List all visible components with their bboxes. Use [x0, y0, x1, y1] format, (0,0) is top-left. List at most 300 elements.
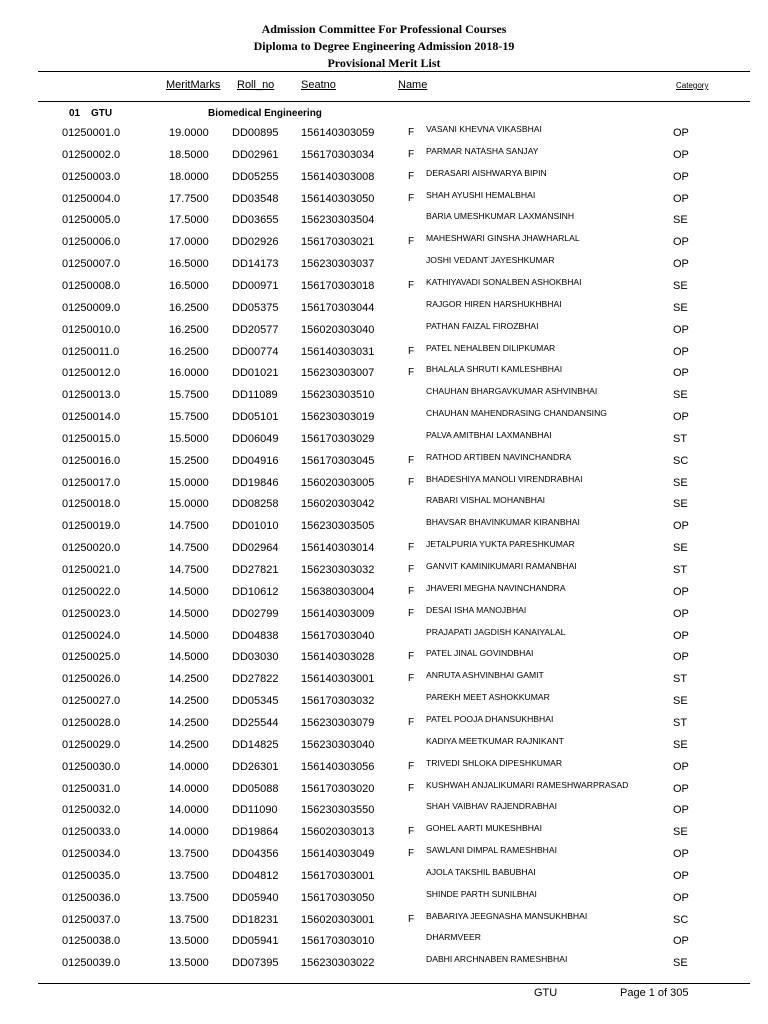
roll-no-cell: DD05941	[232, 935, 279, 948]
merit-marks-cell: 13.7500	[169, 848, 209, 861]
seatno-cell: 156170303044	[301, 301, 375, 314]
rank-cell: 01250007.0	[62, 258, 121, 271]
category-cell: OP	[673, 891, 689, 904]
category-cell: OP	[673, 629, 689, 642]
seatno-cell: 156140303028	[301, 651, 375, 664]
table-row	[0, 386, 768, 411]
rank-cell: 01250014.0	[62, 411, 121, 424]
rank-cell: 01250039.0	[62, 957, 121, 970]
table-row	[0, 451, 768, 477]
roll-no-cell: DD19846	[232, 476, 279, 489]
category-cell: OP	[673, 170, 689, 183]
table-row	[0, 735, 768, 761]
name-cell: RATHOD ARTIBEN NAVINCHANDRA	[426, 451, 572, 462]
seatno-cell: 156140303056	[301, 760, 375, 773]
merit-marks-cell: 19.0000	[169, 127, 209, 139]
seatno-cell: 156140303031	[301, 345, 375, 358]
merit-marks-cell: 14.2500	[169, 738, 209, 751]
merit-marks-cell: 13.5000	[169, 935, 209, 948]
gender-cell: F	[408, 651, 415, 663]
merit-marks-cell: 16.5000	[169, 258, 209, 271]
roll-no-cell: DD02926	[232, 236, 279, 249]
gender-cell: F	[408, 192, 415, 204]
seatno-cell: 156230303504	[301, 214, 375, 227]
header-line-1: Admission Committee For Professional Courses	[261, 22, 507, 36]
roll-no-cell: DD19864	[232, 826, 279, 839]
roll-no-cell: DD04916	[232, 454, 279, 467]
name-cell: SHAH VAIBHAV RAJENDRABHAI	[426, 801, 558, 812]
seatno-cell: 156020303005	[301, 476, 375, 489]
table-row	[0, 648, 768, 673]
merit-marks-cell: 16.0000	[169, 367, 209, 380]
merit-marks-cell: 16.2500	[169, 323, 209, 336]
category-cell: OP	[673, 345, 689, 358]
table-row	[0, 408, 768, 433]
name-cell: AJOLA TAKSHIL BABUBHAI	[426, 866, 536, 877]
rank-cell: 01250035.0	[62, 869, 121, 882]
name-cell: PRAJAPATI JAGDISH KANAIYALAL	[426, 626, 566, 637]
merit-marks-cell: 14.2500	[169, 716, 209, 729]
category-cell: SC	[673, 913, 689, 926]
merit-marks-cell: 13.7500	[169, 891, 209, 904]
merit-marks-cell: 14.0000	[169, 782, 209, 795]
seatno-cell: 156170303029	[301, 432, 375, 445]
gender-cell: F	[408, 826, 415, 838]
table-row	[0, 713, 768, 739]
table-row	[0, 801, 768, 826]
seatno-cell: 156170303040	[301, 629, 375, 642]
rank-cell: 01250036.0	[62, 891, 121, 904]
merit-marks-cell: 14.5000	[169, 585, 209, 598]
table-row	[0, 255, 768, 280]
gender-cell: F	[408, 673, 415, 685]
table-row	[0, 779, 768, 805]
name-cell: PATEL JINAL GOVINDBHAI	[426, 648, 534, 659]
category-cell: OP	[673, 520, 689, 533]
seatno-cell: 156230303505	[301, 520, 375, 533]
seatno-cell: 156020303001	[301, 913, 375, 926]
merit-marks-cell: 16.2500	[169, 301, 209, 314]
rank-cell: 01250002.0	[62, 148, 121, 161]
rank-cell: 01250017.0	[62, 476, 121, 489]
seatno-cell: 156140303001	[301, 673, 375, 686]
table-row	[0, 626, 768, 652]
table-row	[0, 233, 768, 258]
merit-marks-cell: 14.7500	[169, 564, 209, 576]
rank-cell: 01250027.0	[62, 695, 121, 708]
table-row	[0, 211, 768, 236]
name-cell: DESAI ISHA MANOJBHAI	[426, 604, 527, 615]
table-row	[0, 429, 768, 455]
gender-cell: F	[408, 127, 415, 138]
name-cell: PALVA AMITBHAI LAXMANBHAI	[426, 429, 552, 440]
merit-marks-cell: 13.7500	[169, 913, 209, 926]
seatno-cell: 156140303049	[301, 848, 375, 861]
group-university: GTU	[91, 108, 113, 119]
table-row	[0, 320, 768, 346]
gender-cell: F	[408, 564, 415, 575]
name-cell: DABHI ARCHNABEN RAMESHBHAI	[426, 954, 568, 965]
category-cell: OP	[673, 935, 689, 948]
merit-marks-cell: 15.5000	[169, 432, 209, 445]
table-row	[0, 276, 768, 302]
category-cell: SE	[673, 826, 688, 839]
rank-cell: 01250034.0	[62, 848, 121, 861]
group-code: 01	[69, 108, 81, 119]
category-cell: SE	[673, 476, 688, 489]
name-cell: KATHIYAVADI SONALBEN ASHOKBHAI	[426, 276, 582, 287]
rank-cell: 01250028.0	[62, 716, 121, 729]
top-rule	[38, 71, 750, 72]
col-name: Name	[398, 79, 428, 91]
name-cell: KUSHWAH ANJALIKUMARI RAMESHWARPRASAD	[426, 779, 629, 790]
gender-cell: F	[408, 279, 415, 291]
merit-marks-cell: 14.2500	[169, 673, 209, 686]
seatno-cell: 156170303018	[301, 279, 375, 292]
merit-marks-cell: 14.7500	[169, 542, 209, 555]
roll-no-cell: DD05345	[232, 695, 279, 708]
seatno-cell: 156230303022	[301, 957, 375, 970]
category-cell: SE	[673, 695, 688, 708]
footer-page: Page 1 of 305	[620, 987, 689, 999]
table-row	[0, 145, 768, 171]
merit-marks-cell: 14.5000	[169, 651, 209, 664]
table-row	[0, 189, 768, 215]
rank-cell: 01250009.0	[62, 301, 121, 314]
roll-no-cell: DD10612	[232, 585, 279, 598]
table-row	[0, 561, 768, 586]
name-cell: SHINDE PARTH SUNILBHAI	[426, 888, 537, 899]
rank-cell: 01250005.0	[62, 214, 121, 227]
table-row	[0, 517, 768, 542]
roll-no-cell: DD05940	[232, 891, 279, 904]
roll-no-cell: DD00895	[232, 127, 279, 139]
table-row	[0, 604, 768, 630]
name-cell: JOSHI VEDANT JAYESHKUMAR	[426, 255, 555, 266]
gender-cell: F	[408, 607, 415, 619]
roll-no-cell: DD07395	[232, 957, 279, 970]
rank-cell: 01250004.0	[62, 192, 121, 205]
merit-marks-cell: 14.0000	[169, 804, 209, 817]
name-cell: SAWLANI DIMPAL RAMESHBHAI	[426, 845, 557, 856]
name-cell: BHADESHIYA MANOLI VIRENDRABHAI	[426, 473, 583, 484]
seatno-cell: 156170303010	[301, 935, 375, 948]
seatno-cell: 156230303032	[301, 564, 375, 576]
category-cell: OP	[673, 127, 689, 139]
seatno-cell: 156140303050	[301, 192, 375, 205]
roll-no-cell: DD00774	[232, 345, 279, 358]
name-cell: JHAVERI MEGHA NAVINCHANDRA	[426, 582, 566, 593]
category-cell: OP	[673, 804, 689, 817]
gender-cell: F	[408, 782, 415, 794]
rank-cell: 01250001.0	[62, 127, 121, 139]
seatno-cell: 156230303019	[301, 411, 375, 424]
table-row	[0, 692, 768, 717]
merit-marks-cell: 16.2500	[169, 345, 209, 358]
roll-no-cell: DD03548	[232, 192, 279, 205]
rank-cell: 01250019.0	[62, 520, 121, 533]
category-cell: OP	[673, 782, 689, 795]
seatno-cell: 156170303034	[301, 148, 375, 161]
gender-cell: F	[408, 585, 415, 597]
roll-no-cell: DD01010	[232, 520, 279, 533]
roll-no-cell: DD14173	[232, 258, 279, 271]
category-cell: OP	[673, 148, 689, 161]
roll-no-cell: DD03655	[232, 214, 279, 227]
merit-marks-cell: 13.7500	[169, 869, 209, 882]
rank-cell: 01250006.0	[62, 236, 121, 249]
seatno-cell: 156230303040	[301, 738, 375, 751]
category-cell: ST	[673, 432, 688, 445]
seatno-cell: 156170303021	[301, 236, 375, 249]
gender-cell: F	[408, 454, 415, 466]
roll-no-cell: DD02964	[232, 542, 279, 555]
category-cell: SE	[673, 301, 688, 314]
category-cell: OP	[673, 236, 689, 249]
rank-cell: 01250025.0	[62, 651, 121, 664]
seatno-cell: 156020303040	[301, 323, 375, 336]
table-row	[0, 823, 768, 848]
seatno-cell: 156170303050	[301, 891, 375, 904]
category-cell: SE	[673, 389, 688, 402]
name-cell: RABARI VISHAL MOHANBHAI	[426, 495, 546, 506]
rank-cell: 01250038.0	[62, 935, 121, 948]
name-cell: CHAUHAN BHARGAVKUMAR ASHVINBHAI	[426, 386, 598, 397]
category-cell: ST	[673, 564, 688, 576]
name-cell: BABARIYA JEEGNASHA MANSUKHBHAI	[426, 910, 588, 921]
group-branch: Biomedical Engineering	[208, 108, 322, 119]
merit-marks-cell: 13.5000	[169, 957, 209, 970]
table-row	[0, 582, 768, 608]
name-cell: PATEL POOJA DHANSUKHBHAI	[426, 713, 554, 724]
name-cell: GOHEL AARTI MUKESHBHAI	[426, 823, 543, 834]
merit-marks-cell: 18.0000	[169, 170, 209, 183]
merit-marks-cell: 15.2500	[169, 454, 209, 467]
roll-no-cell: DD11089	[232, 389, 278, 402]
roll-no-cell: DD04356	[232, 848, 279, 861]
roll-no-cell: DD26301	[232, 760, 279, 773]
roll-no-cell: DD14825	[232, 738, 279, 751]
seatno-cell: 156230303079	[301, 716, 375, 729]
name-cell: BHALALA SHRUTI KAMLESHBHAI	[426, 364, 563, 375]
category-cell: OP	[673, 760, 689, 773]
roll-no-cell: DD08258	[232, 498, 279, 511]
gender-cell: F	[408, 848, 415, 860]
table-row	[0, 167, 768, 193]
table-row	[0, 473, 768, 499]
gender-cell: F	[408, 170, 415, 182]
merit-marks-cell: 17.0000	[169, 236, 209, 249]
rank-cell: 01250012.0	[62, 367, 121, 380]
category-cell: OP	[673, 258, 689, 271]
seatno-cell: 156140303008	[301, 170, 375, 183]
table-row	[0, 342, 768, 368]
rank-cell: 01250016.0	[62, 454, 121, 467]
table-row	[0, 888, 768, 914]
seatno-cell: 156140303059	[301, 127, 375, 139]
table-row	[0, 124, 768, 149]
seatno-cell: 156230303007	[301, 367, 375, 380]
seatno-cell: 156170303001	[301, 869, 375, 882]
table-row	[0, 670, 768, 695]
footer-university: GTU	[534, 987, 558, 999]
merit-marks-cell: 15.0000	[169, 476, 209, 489]
seatno-cell: 156230303550	[301, 804, 375, 817]
merit-marks-cell: 15.0000	[169, 498, 209, 511]
rank-cell: 01250024.0	[62, 629, 121, 642]
header-line-3: Provisional Merit List	[327, 56, 441, 70]
table-row	[0, 539, 768, 564]
merit-marks-cell: 14.5000	[169, 607, 209, 620]
seatno-cell: 156170303020	[301, 782, 375, 795]
roll-no-cell: DD05255	[232, 170, 279, 183]
rank-cell: 01250031.0	[62, 782, 121, 795]
seatno-cell: 156020303013	[301, 826, 375, 839]
name-cell: PAREKH MEET ASHOKKUMAR	[426, 692, 550, 703]
name-cell: TRIVEDI SHLOKA DIPESHKUMAR	[426, 757, 563, 768]
name-cell: PATHAN FAIZAL FIROZBHAI	[426, 320, 539, 331]
roll-no-cell: DD05101	[232, 411, 279, 424]
rank-cell: 01250018.0	[62, 498, 121, 511]
rank-cell: 01250030.0	[62, 760, 121, 773]
category-cell: OP	[673, 848, 689, 861]
rank-cell: 01250013.0	[62, 389, 121, 402]
roll-no-cell: DD05088	[232, 782, 279, 795]
roll-no-cell: DD04812	[232, 869, 279, 882]
rank-cell: 01250022.0	[62, 585, 121, 598]
category-cell: SE	[673, 214, 688, 227]
category-cell: OP	[673, 585, 689, 598]
name-cell: PARMAR NATASHA SANJAY	[426, 145, 539, 156]
category-cell: SE	[673, 542, 688, 555]
rank-cell: 01250037.0	[62, 913, 121, 926]
roll-no-cell: DD04838	[232, 629, 279, 642]
rank-cell: 01250011.0	[62, 345, 120, 358]
name-cell: RAJGOR HIREN HARSHUKHBHAI	[426, 298, 562, 309]
seatno-cell: 156230303510	[301, 389, 375, 402]
roll-no-cell: DD02799	[232, 607, 279, 620]
gender-cell: F	[408, 913, 415, 925]
table-row	[0, 932, 768, 957]
col-seatno: Seatno	[301, 79, 336, 91]
table-row	[0, 866, 768, 892]
merit-marks-cell: 15.7500	[169, 411, 209, 424]
seatno-cell: 156170303032	[301, 695, 375, 708]
seatno-cell: 156140303009	[301, 607, 375, 620]
roll-no-cell: DD05375	[232, 301, 279, 314]
category-cell: OP	[673, 651, 689, 664]
table-row	[0, 910, 768, 936]
name-cell: VASANI KHEVNA VIKASBHAI	[426, 124, 542, 134]
seatno-cell: 156140303014	[301, 542, 375, 555]
merit-marks-cell: 16.5000	[169, 279, 209, 292]
gender-cell: F	[408, 236, 415, 248]
roll-no-cell: DD06049	[232, 432, 279, 445]
name-cell: MAHESHWARI GINSHA JHAWHARLAL	[426, 233, 580, 244]
name-cell: SHAH AYUSHI HEMALBHAI	[426, 189, 536, 200]
table-row	[0, 845, 768, 870]
roll-no-cell: DD25544	[232, 716, 279, 729]
merit-marks-cell: 17.5000	[169, 214, 209, 227]
name-cell: BHAVSAR BHAVINKUMAR KIRANBHAI	[426, 517, 580, 528]
name-cell: PATEL NEHALBEN DILIPKUMAR	[426, 342, 556, 353]
name-cell: ANRUTA ASHVINBHAI GAMIT	[426, 670, 544, 681]
table-row	[0, 364, 768, 389]
category-cell: OP	[673, 869, 689, 882]
category-cell: SE	[673, 738, 688, 751]
rank-cell: 01250003.0	[62, 170, 121, 183]
roll-no-cell: DD02961	[232, 148, 279, 161]
rank-cell: 01250032.0	[62, 804, 121, 817]
name-cell: JETALPURIA YUKTA PARESHKUMAR	[426, 539, 575, 550]
category-cell: OP	[673, 607, 689, 620]
category-cell: SC	[673, 454, 689, 467]
category-cell: ST	[673, 673, 688, 686]
rank-cell: 01250020.0	[62, 542, 121, 555]
col-merit-marks: MeritMarks	[166, 79, 221, 91]
category-cell: SE	[673, 957, 688, 970]
rank-cell: 01250023.0	[62, 607, 121, 620]
rank-cell: 01250015.0	[62, 432, 121, 445]
category-cell: OP	[673, 323, 689, 336]
header-rule	[38, 101, 750, 102]
rank-cell: 01250008.0	[62, 279, 121, 292]
roll-no-cell: DD20577	[232, 323, 279, 336]
name-cell: BARIA UMESHKUMAR LAXMANSINH	[426, 211, 575, 222]
name-cell: DERASARI AISHWARYA BIPIN	[426, 167, 547, 178]
category-cell: SE	[673, 279, 688, 292]
roll-no-cell: DD27822	[232, 673, 279, 686]
table-row	[0, 495, 768, 520]
name-cell: CHAUHAN MAHENDRASING CHANDANSING	[426, 408, 607, 419]
merit-marks-cell: 17.7500	[169, 192, 209, 205]
roll-no-cell: DD00971	[232, 279, 279, 292]
roll-no-cell: DD27821	[232, 564, 279, 576]
category-cell: OP	[673, 367, 689, 380]
merit-marks-cell: 14.0000	[169, 760, 209, 773]
col-category: Category	[676, 81, 709, 90]
gender-cell: F	[408, 367, 415, 379]
category-cell: SE	[673, 498, 688, 511]
seatno-cell: 156020303042	[301, 498, 375, 511]
merit-marks-cell: 14.2500	[169, 695, 209, 708]
name-cell: KADIYA MEETKUMAR RAJNIKANT	[426, 735, 564, 746]
table-row	[0, 954, 768, 979]
name-cell: GANVIT KAMINIKUMARI RAMANBHAI	[426, 561, 577, 571]
rank-cell: 01250029.0	[62, 738, 121, 751]
gender-cell: F	[408, 148, 415, 160]
rank-cell: 01250021.0	[62, 564, 121, 576]
category-cell: OP	[673, 192, 689, 205]
seatno-cell: 156380303004	[301, 585, 375, 598]
roll-no-cell: DD18231	[232, 913, 279, 926]
seatno-cell: 156230303037	[301, 258, 375, 271]
col-roll-no: Roll_no	[237, 79, 275, 91]
gender-cell: F	[408, 476, 415, 488]
gender-cell: F	[408, 345, 415, 357]
merit-marks-cell: 15.7500	[169, 389, 209, 402]
gender-cell: F	[408, 760, 415, 772]
category-cell: ST	[673, 716, 688, 729]
merit-marks-cell: 14.5000	[169, 629, 209, 642]
table-row	[0, 298, 768, 324]
gender-cell: F	[408, 542, 415, 554]
table-row	[0, 757, 768, 783]
gender-cell: F	[408, 716, 415, 728]
merit-marks-cell: 14.7500	[169, 520, 209, 533]
seatno-cell: 156170303045	[301, 454, 375, 467]
merit-marks-cell: 14.0000	[169, 826, 209, 839]
